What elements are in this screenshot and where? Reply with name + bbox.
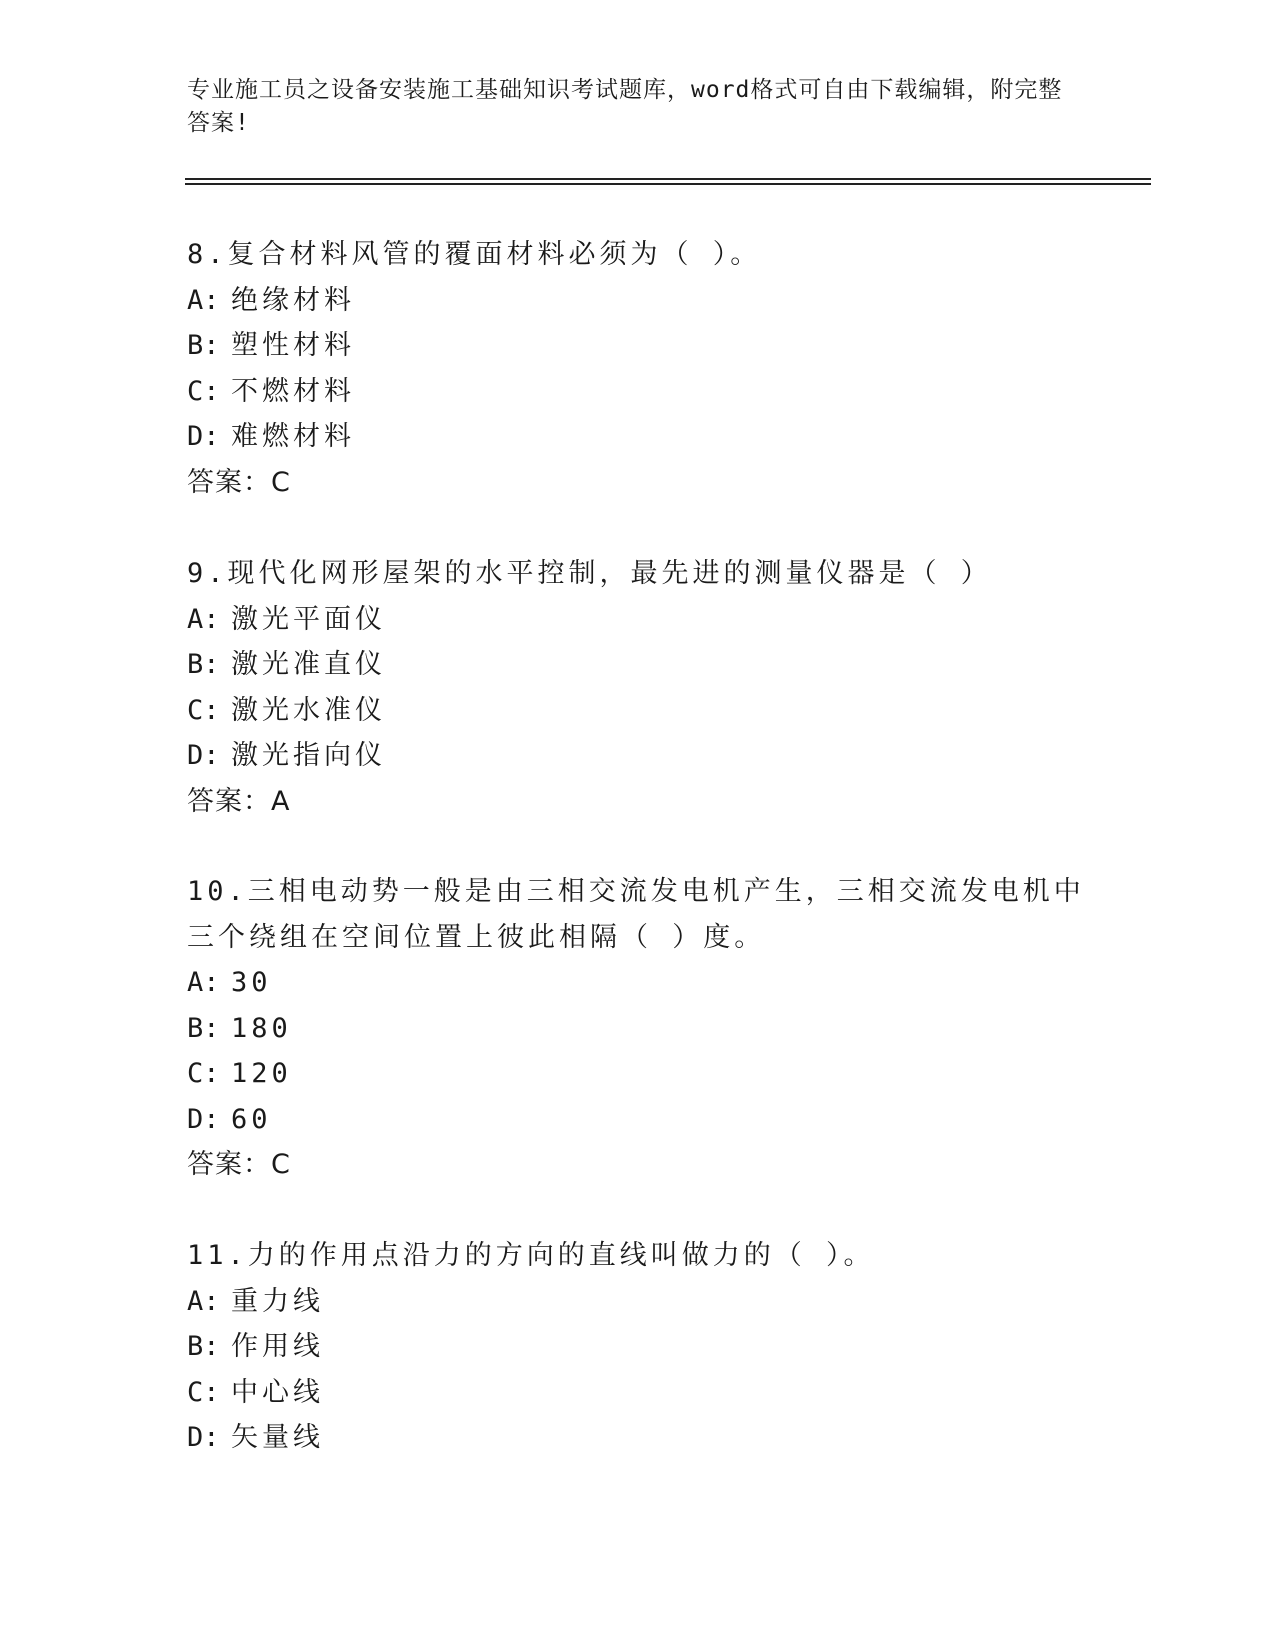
question-stem: 8.复合材料风管的覆面材料必须为（ ）。 (187, 239, 762, 270)
option-text: 60 (231, 1103, 272, 1135)
option-letter: D: (187, 1103, 220, 1135)
option-b (187, 1324, 1087, 1370)
option-letter: A: (187, 967, 220, 998)
option-letter: C: (187, 375, 220, 407)
option-text: 激光准直仪 (231, 649, 386, 680)
answer-line: 答案：C (187, 1149, 291, 1180)
option-letter: A: (187, 284, 220, 316)
answer-line: 答案：A (187, 785, 291, 817)
option-c (187, 1051, 1087, 1097)
option-letter: D: (187, 740, 220, 771)
option-letter: A: (187, 1285, 220, 1317)
option-text: 作用线 (231, 1331, 324, 1362)
option-letter: C: (187, 694, 220, 726)
option-text: 120 (231, 1058, 292, 1089)
option-a (187, 597, 1087, 643)
option-letter: A: (187, 603, 220, 635)
answer-line: 答案：C (187, 466, 291, 498)
option-text: 中心线 (231, 1376, 324, 1408)
option-d (187, 1097, 1087, 1143)
header-divider-bottom (185, 183, 1151, 185)
question-stem: 9.现代化网形屋架的水平控制，最先进的测量仪器是（ ） (187, 558, 992, 589)
option-letter: B: (187, 330, 220, 361)
option-text: 激光水准仪 (231, 694, 386, 726)
option-text: 不燃材料 (231, 375, 355, 407)
option-text: 难燃材料 (231, 421, 355, 452)
option-b (187, 323, 1087, 369)
option-a (187, 1279, 1087, 1325)
question-stem: 10.三相电动势一般是由三相交流发电机产生，三相交流发电机中三个绕组在空间位置上彼此相隔（ ）度。 (187, 876, 1085, 953)
option-text: 30 (231, 967, 272, 998)
question-stem: 11.力的作用点沿力的方向的直线叫做力的（ ）。 (187, 1240, 875, 1271)
option-d (187, 1415, 1087, 1461)
option-letter: C: (187, 1376, 220, 1408)
question-10 (187, 869, 1087, 1188)
option-text: 重力线 (231, 1285, 324, 1317)
option-a (187, 960, 1087, 1006)
option-b (187, 642, 1087, 688)
option-letter: B: (187, 649, 220, 680)
option-text: 激光平面仪 (231, 603, 386, 635)
option-c (187, 688, 1087, 734)
option-letter: B: (187, 1331, 220, 1362)
option-text: 矢量线 (231, 1422, 324, 1453)
option-letter: D: (187, 421, 220, 452)
option-d (187, 733, 1087, 779)
option-text: 绝缘材料 (231, 284, 355, 316)
question-9 (187, 551, 1087, 824)
option-text: 塑性材料 (231, 330, 355, 361)
option-text: 180 (231, 1012, 292, 1044)
option-c (187, 1370, 1087, 1416)
option-c (187, 369, 1087, 415)
header-divider-top (185, 178, 1151, 180)
option-b (187, 1006, 1087, 1052)
option-letter: D: (187, 1422, 220, 1453)
option-letter: B: (187, 1012, 220, 1044)
option-d (187, 414, 1087, 460)
option-letter: C: (187, 1058, 220, 1089)
question-8 (187, 232, 1087, 505)
document-header: 专业施工员之设备安装施工基础知识考试题库，word格式可自由下载编辑，附完整答案! (187, 77, 1063, 136)
option-a (187, 278, 1087, 324)
question-11 (187, 1233, 1087, 1461)
option-text: 激光指向仪 (231, 740, 386, 771)
